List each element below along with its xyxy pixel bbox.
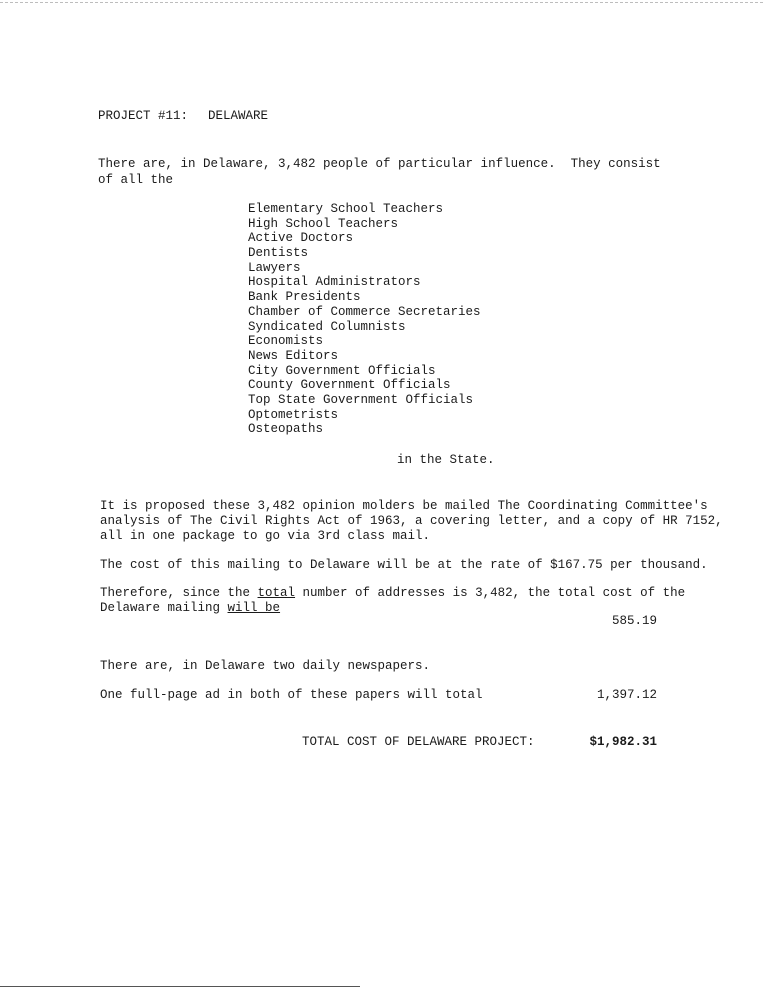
total-underlined: total — [257, 586, 296, 600]
newspapers-line: There are, in Delaware two daily newspapers. — [100, 659, 431, 673]
therefore-text-a: Therefore, since the — [100, 586, 258, 600]
list-item: County Government Officials — [248, 378, 451, 393]
list-item: News Editors — [248, 348, 339, 363]
list-item: Syndicated Columnists — [248, 319, 406, 334]
list-item: Economists — [248, 334, 324, 349]
list-item: Lawyers — [248, 260, 301, 275]
list-item: Elementary School Teachers — [248, 202, 444, 216]
therefore-line-1 — [100, 586, 685, 601]
in-the-state: in the State. — [397, 453, 495, 467]
page-bottom-edge — [0, 986, 360, 987]
will-be-underlined: will be — [227, 601, 281, 615]
therefore-line-2-text: Delaware mailing — [100, 601, 228, 615]
intro-line-1: There are, in Delaware, 3,482 people of particular influence. They consist — [98, 157, 661, 171]
page-top-edge — [0, 2, 763, 3]
proposal-line-2: analysis of The Civil Rights Act of 1963, a covering letter, and a copy of HR 7152, — [100, 514, 723, 528]
therefore-text-b: number of addresses is 3,482, the total cost of the — [295, 586, 686, 600]
list-item: Active Doctors — [248, 231, 354, 246]
list-item: Osteopaths — [248, 422, 324, 437]
list-item: Optometrists — [248, 407, 339, 422]
mailing-cost-value: 585.19 — [611, 614, 657, 628]
influence-groups-list — [248, 202, 481, 437]
list-item: Top State Government Officials — [248, 392, 474, 407]
proposal-line-3: all in one package to go via 3rd class mail. — [100, 529, 431, 543]
project-state: DELAWARE — [208, 109, 269, 123]
ad-line: One full-page ad in both of these papers will total — [100, 688, 483, 702]
list-item: Dentists — [248, 246, 309, 261]
therefore-line-2 — [100, 601, 280, 616]
list-item: High School Teachers — [248, 216, 399, 231]
list-item: Bank Presidents — [248, 290, 361, 305]
list-item: Hospital Administrators — [248, 275, 421, 290]
intro-line-2: of all the — [98, 173, 174, 187]
list-item: Chamber of Commerce Secretaries — [248, 304, 481, 319]
ad-cost-value: 1,397.12 — [596, 688, 657, 702]
total-cost-label: TOTAL COST OF DELAWARE PROJECT: — [302, 735, 535, 749]
cost-rate-line: The cost of this mailing to Delaware will be at the rate of $167.75 per thousand. — [100, 558, 708, 572]
project-label: PROJECT #11: — [98, 109, 189, 123]
proposal-line-1: It is proposed these 3,482 opinion molders be mailed The Coordinating Committee's — [100, 499, 708, 513]
total-cost-value: $1,982.31 — [589, 735, 657, 749]
list-item: City Government Officials — [248, 363, 436, 378]
